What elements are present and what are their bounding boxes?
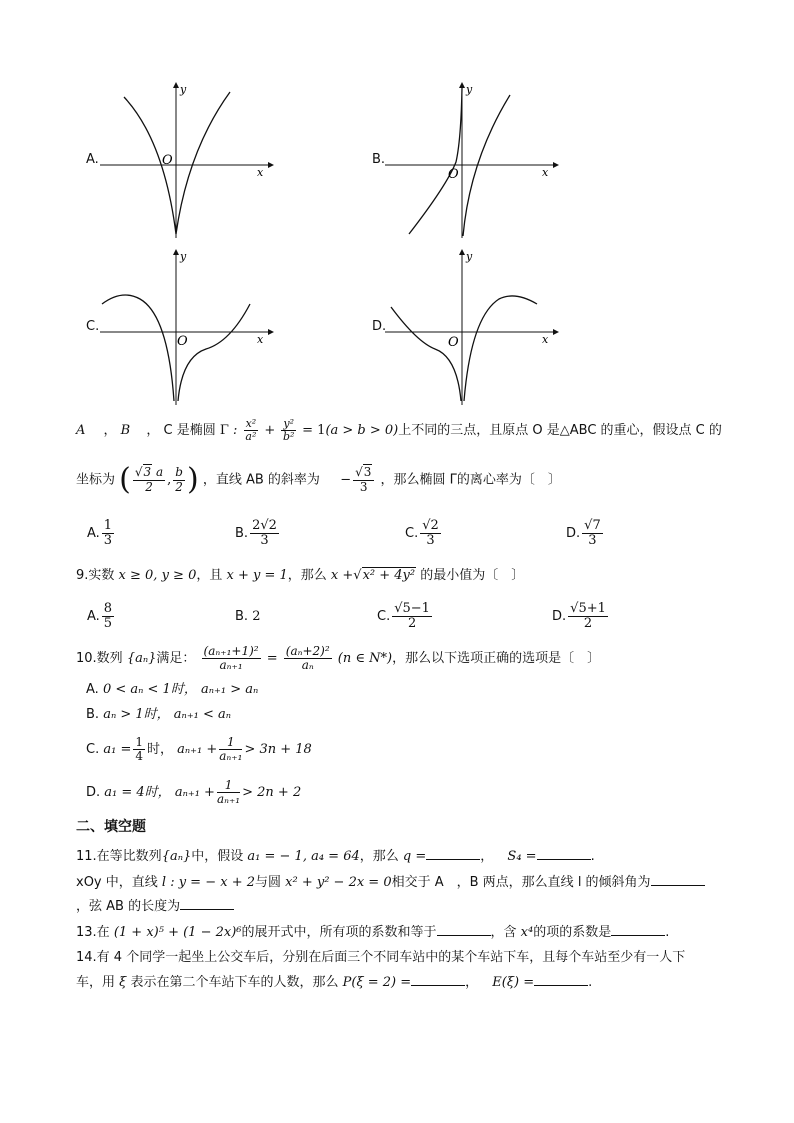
x-axis-arrow bbox=[268, 329, 274, 335]
x-axis-arrow bbox=[553, 162, 559, 168]
q11-blank-s4[interactable] bbox=[537, 847, 591, 860]
q14-line2: 车，用 ξ 表示在第二个车站下车的人数，那么 P(ξ = 2) = ， E(ξ) = . bbox=[76, 975, 593, 990]
q8-option-c[interactable]: C. $\frac{√2}{3}$ bbox=[405, 517, 439, 548]
x-axis-label: x bbox=[257, 166, 264, 179]
option-d-label: D. bbox=[372, 319, 387, 334]
x-axis-label: x bbox=[542, 166, 549, 179]
q9-option-b[interactable]: B. 2 bbox=[235, 609, 261, 624]
q12-line2: ，弦 AB 的长度为 bbox=[76, 896, 234, 918]
option-a-label: A. bbox=[86, 152, 99, 167]
q8-line1: A ， B ， C 是椭圆 Γ : $\frac{\text{x²}}{\text{a²}}$ + $\frac{\text{y²}}{\text{b²}}$ = 1(a > b > 0)上不同的三点，且原点 O 是△ABC 的重心，假设点 C 的 bbox=[76, 417, 722, 444]
q13: 13.在 (1 + x)⁵ + (1 − 2x)⁶的展开式中，所有项的系数和等于 ，含 x⁴的项的系数是 . bbox=[76, 925, 670, 940]
q9-stem: 9.实数 x ≥ 0, y ≥ 0，且 x + y = 1，那么 x +√x² + 4y² 的最小值为〔 〕 bbox=[76, 568, 525, 583]
x-axis-arrow bbox=[553, 329, 559, 335]
q12-blank-angle[interactable] bbox=[651, 873, 705, 886]
q10-option-a[interactable]: A. 0 < aₙ < 1时， aₙ₊₁ > aₙ bbox=[86, 682, 259, 697]
y-axis-label: y bbox=[466, 83, 473, 96]
graph-option-a bbox=[100, 80, 275, 240]
section-title: 二、填空题 bbox=[76, 819, 146, 835]
ellipse-term-x: $\frac{\text{x²}}{\text{a²}}$ bbox=[245, 417, 257, 444]
origin-label: O bbox=[177, 334, 188, 349]
q11-blank-q[interactable] bbox=[426, 847, 480, 860]
curve-right bbox=[176, 92, 230, 234]
graph-option-b bbox=[385, 80, 560, 240]
graph-option-d bbox=[385, 247, 560, 407]
x-axis-arrow bbox=[268, 162, 274, 168]
q9-option-c[interactable]: C. $\frac{√5-1}{2}$ bbox=[377, 600, 430, 631]
x-axis-label: x bbox=[257, 333, 264, 346]
y-axis-label: y bbox=[180, 250, 187, 263]
origin-label: O bbox=[448, 335, 459, 350]
q8-line2: 坐标为 ( $\frac{√3 a}{2}$ , $\frac{b}{2}$ ) ，直线 AB 的斜率为 − $\frac{√3}{3}$ ，那么椭圆 Γ的离心率为〔 〕 bbox=[76, 462, 561, 497]
q10-option-c[interactable]: C. a₁ = $\frac{1}{4}$ 时， aₙ₊₁ + $\frac{1}{\text{aₙ₊₁}}$ > 3n + 18 bbox=[86, 734, 312, 763]
q14-blank-p[interactable] bbox=[411, 973, 465, 986]
curve-left bbox=[102, 295, 174, 401]
q10-option-b[interactable]: B. aₙ > 1时， aₙ₊₁ < aₙ bbox=[86, 707, 232, 722]
q14-blank-e[interactable] bbox=[534, 973, 588, 986]
curve-left bbox=[391, 307, 461, 401]
ellipse-term-y: $\frac{\text{y²}}{\text{b²}}$ bbox=[282, 417, 295, 444]
q12-line1: xOy 中，直线 l : y = − x + 2与圆 x² + y² − 2x = 0相交于 A ，B 两点，那么直线 l 的倾斜角为 bbox=[76, 872, 705, 894]
q8-option-a[interactable]: A. $\frac{1}{3}$ bbox=[87, 517, 113, 548]
y-axis-arrow bbox=[173, 249, 179, 255]
point-c-x: $\frac{√3 a}{2}$ bbox=[134, 465, 164, 494]
q9-option-d[interactable]: D. $\frac{√5+1}{2}$ bbox=[552, 600, 606, 631]
y-axis-arrow bbox=[459, 249, 465, 255]
y-axis-arrow bbox=[173, 82, 179, 88]
origin-label: O bbox=[162, 153, 173, 168]
y-axis-arrow bbox=[459, 82, 465, 88]
curve-right bbox=[178, 304, 250, 401]
curve-right bbox=[464, 296, 537, 401]
graph-option-c bbox=[100, 247, 275, 407]
option-c-label: C. bbox=[86, 319, 100, 334]
option-b-label: B. bbox=[372, 152, 386, 167]
q13-blank-sum[interactable] bbox=[437, 923, 491, 936]
q10-option-d[interactable]: D. a₁ = 4时， aₙ₊₁ + $\frac{1}{\text{aₙ₊₁}}$ > 2n + 2 bbox=[86, 777, 302, 806]
y-axis-label: y bbox=[466, 250, 473, 263]
q8-option-d[interactable]: D. $\frac{√7}{3}$ bbox=[566, 517, 601, 548]
q12-blank-ab[interactable] bbox=[180, 897, 234, 910]
x-axis-label: x bbox=[542, 333, 549, 346]
curve-left bbox=[409, 88, 462, 234]
slope-ab: $\frac{√3}{3}$ bbox=[353, 466, 374, 493]
origin-label: O bbox=[448, 167, 459, 182]
q8-option-b[interactable]: B. $\frac{2√2}{3}$ bbox=[235, 517, 277, 548]
q13-blank-x4[interactable] bbox=[611, 923, 665, 936]
q11: 11.在等比数列{aₙ}中，假设 a₁ = − 1, a₄ = 64，那么 q = ， S₄ = . bbox=[76, 849, 595, 864]
q10-stem: 10.数列 {aₙ}满足： $\frac{\text{(aₙ₊₁+1)²}}{\text{aₙ₊₁}}$ = $\frac{\text{(aₙ+2)²}}{\text{aₙ}}$ (n ∈ N*)，那么以下选项正确的选项是〔 〕 bbox=[76, 643, 601, 672]
q9-option-a[interactable]: A. $\frac{8}{5}$ bbox=[87, 600, 113, 631]
y-axis-label: y bbox=[180, 83, 187, 96]
point-c-y: $\frac{b}{2}$ bbox=[175, 465, 183, 494]
q14-line1: 14.有 4 个同学一起坐上公交车后，分别在后面三个不同车站中的某个车站下车，且每个车站至少有一人下 bbox=[76, 950, 686, 965]
